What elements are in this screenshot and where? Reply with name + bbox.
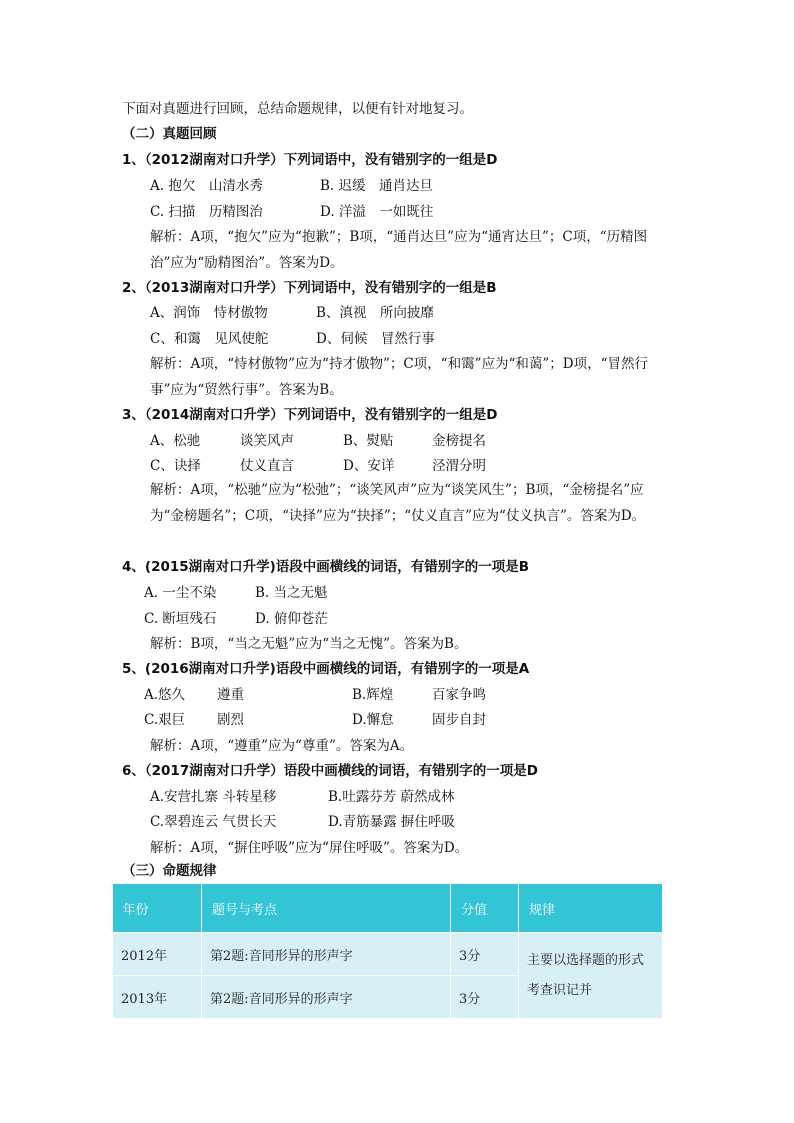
cell-score: 3分 <box>451 933 519 976</box>
question-5-stem: 5、(2016湖南对口升学)语段中画横线的词语，有错别字的一项是A <box>122 661 530 677</box>
question-1-analysis: 解析：A项，“抱欠”应为“抱歉”；B项，“通肖达旦”应为“通宵达旦”；C项，“历精图治”应为“励精图治”。答案为D。 <box>150 229 648 271</box>
question-6-stem: 6、（2017湖南对口升学）语段中画横线的词语，有错别字的一项是D <box>122 763 538 779</box>
question-1-option-d: D. 洋溢 一如既往 <box>320 204 434 220</box>
cell-rule: 主要以选择题的形式考查识记并 <box>519 933 663 1019</box>
table-header-row <box>113 884 663 933</box>
question-5-option-c-word: 剧烈 <box>217 712 244 728</box>
question-3-option-d: D、安详 <box>343 458 395 474</box>
question-5-analysis: 解析：A项，“遵重”应为“尊重”。答案为A。 <box>150 738 414 754</box>
cell-question-point: 第2题:音同形异的形声字 <box>202 933 451 976</box>
section-heading-review: （二）真题回顾 <box>122 126 217 142</box>
header-question-point: 题号与考点 <box>202 884 451 933</box>
question-1-stem: 1、（2012湖南对口升学）下列词语中，没有错别字的一组是D <box>122 152 498 168</box>
question-2-option-b: B、滇视 所向披靡 <box>316 305 434 321</box>
question-4-stem: 4、(2015湖南对口升学)语段中画横线的词语，有错别字的一项是B <box>122 559 530 575</box>
question-6-option-d: D.青筋暴露 摒住呼吸 <box>328 814 455 830</box>
question-2-stem: 2、（2013湖南对口升学）下列词语中，没有错别字的一组是B <box>122 280 497 296</box>
question-3-option-a: A、松驰 <box>150 433 201 449</box>
question-4-option-a: A. 一尘不染 <box>144 585 217 601</box>
pattern-table <box>112 884 663 1019</box>
question-4-option-c: C. 断垣残石 <box>144 611 217 627</box>
question-5-option-b: B.辉煌 <box>352 687 394 703</box>
question-4-option-b: B. 当之无魁 <box>255 585 328 601</box>
header-year: 年份 <box>113 884 202 933</box>
question-3-option-d-word: 泾渭分明 <box>432 458 486 474</box>
question-5-option-a: A.悠久 <box>144 687 186 703</box>
cell-score: 3分 <box>451 976 519 1019</box>
cell-year: 2012年 <box>113 933 202 976</box>
question-3-option-a-word: 谈笑风声 <box>240 433 294 449</box>
question-3-option-b: B、熨贴 <box>343 433 394 449</box>
question-4-option-d: D. 俯仰苍茫 <box>255 611 328 627</box>
section-heading-pattern: （三）命题规律 <box>122 863 217 879</box>
question-1-option-c: C. 扫描 历精图治 <box>150 204 263 220</box>
question-1-option-a: A. 抱欠 山清水秀 <box>150 178 263 194</box>
question-5-option-c: C.艰巨 <box>144 712 186 728</box>
question-3-option-c: C、诀择 <box>150 458 201 474</box>
question-5-option-b-word: 百家争鸣 <box>432 687 486 703</box>
table-row <box>113 933 663 976</box>
question-3-option-b-word: 金榜提名 <box>432 433 486 449</box>
question-3-stem: 3、（2014湖南对口升学）下列词语中，没有错别字的一组是D <box>122 407 498 423</box>
question-5-option-d-word: 固步自封 <box>432 712 486 728</box>
question-2-option-a: A、润饰 恃材傲物 <box>150 305 268 321</box>
question-5-option-a-word: 遵重 <box>217 687 244 703</box>
question-5-option-d: D.懈怠 <box>352 712 394 728</box>
question-6-option-b: B.吐露芬芳 蔚然成林 <box>328 789 455 805</box>
intro-text: 下面对真题进行回顾，总结命题规律，以便有针对地复习。 <box>122 101 473 117</box>
question-6-option-a: A.安营扎寨 斗转星移 <box>150 789 277 805</box>
question-2-option-d: D、伺候 冒然行事 <box>316 331 435 347</box>
question-2-analysis: 解析：A项，“恃材傲物”应为“持才傲物”；C项，“和霭”应为“和蔼”；D项，“冒然行事”应为“贸然行事”。答案为B。 <box>150 356 649 398</box>
question-3-analysis: 解析：A项，“松驰”应为“松弛”；“谈笑风声”应为“谈笑风生”；B项，“金榜提名”应为“金榜题名”；C项，“诀择”应为“抉择”；“仗义直言”应为“仗义执言”。答案为D。 <box>150 482 646 524</box>
question-1-option-b: B. 迟缓 通肖达旦 <box>320 178 434 194</box>
cell-year: 2013年 <box>113 976 202 1019</box>
header-rule: 规律 <box>519 884 663 933</box>
question-3-option-c-word: 仗义直言 <box>240 458 294 474</box>
question-6-option-c: C.翠碧连云 气贯长天 <box>150 814 277 830</box>
question-6-analysis: 解析：A项，“摒住呼吸”应为“屏住呼吸”。答案为D。 <box>150 840 469 856</box>
question-4-analysis: 解析：B项，“当之无魁”应为“当之无愧”。答案为B。 <box>150 636 468 652</box>
header-score: 分值 <box>451 884 519 933</box>
cell-question-point: 第2题:音同形异的形声字 <box>202 976 451 1019</box>
question-2-option-c: C、和霭 见风使舵 <box>150 331 269 347</box>
